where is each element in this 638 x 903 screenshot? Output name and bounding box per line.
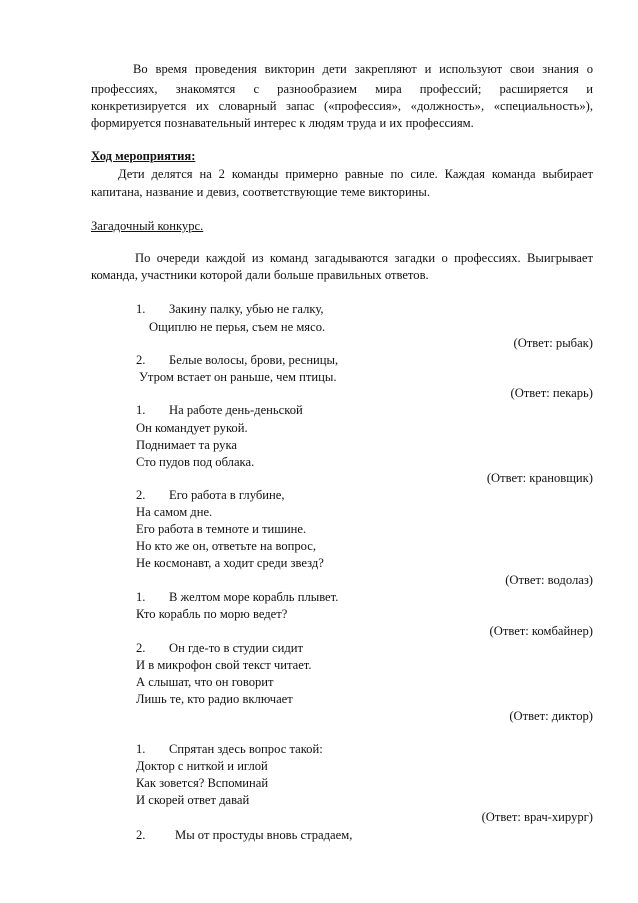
riddle-line: Спрятан здесь вопрос такой: <box>169 742 323 756</box>
riddle-line: Белые волосы, брови, ресницы, <box>169 353 339 367</box>
riddle-line: Он где-то в студии сидит <box>169 641 304 655</box>
course-line-1: Дети делятся на 2 команды примерно равные по силе. Каждая команда выбирает <box>118 167 593 181</box>
riddle-number: 2. <box>136 828 146 842</box>
riddle-line: На самом дне. <box>136 505 213 519</box>
intro-line-1: Во время проведения викторин дети закрепляют и используют свои знания о <box>133 62 593 76</box>
riddle-line: Кто корабль по морю ведет? <box>136 607 288 621</box>
riddle-line: Его работа в темноте и тишине. <box>136 522 307 536</box>
riddle-line: Его работа в глубине, <box>169 488 285 502</box>
riddle-answer: (Ответ: комбайнер) <box>489 624 593 638</box>
course-paragraph-line <box>91 165 593 183</box>
riddle-line: Ощиплю не перья, съем не мясо. <box>149 320 326 334</box>
riddle-line: И скорей ответ давай <box>136 793 250 807</box>
riddle-answer: (Ответ: пекарь) <box>510 386 593 400</box>
course-line-2: капитана, название и девиз, соответствующие теме викторины. <box>91 185 431 199</box>
riddle-line: Поднимает та рука <box>136 438 237 452</box>
riddle-line: Как зовется? Вспоминай <box>136 776 269 790</box>
riddle-number: 2. <box>136 641 146 655</box>
riddle-number: 2. <box>136 353 146 367</box>
riddle-line: Не космонавт, а ходит среди звезд? <box>136 556 324 570</box>
riddle-number: 1. <box>136 742 146 756</box>
contest-line-2: команда, участники которой дали больше правильных ответов. <box>91 268 429 282</box>
riddle-line: В желтом море корабль плывет. <box>169 590 339 604</box>
riddle-line: А слышат, что он говорит <box>136 675 274 689</box>
intro-line-4: формируется познавательный интерес к людям труда и их профессиям. <box>91 116 474 130</box>
riddle-answer: (Ответ: водолаз) <box>505 573 593 587</box>
riddle-line: Мы от простуды вновь страдаем, <box>175 828 353 842</box>
riddle-answer: (Ответ: крановщик) <box>486 471 593 485</box>
riddle-number: 2. <box>136 488 146 502</box>
riddle-number: 1. <box>136 403 146 417</box>
riddle-line: И в микрофон свой текст читает. <box>136 658 312 672</box>
riddle-line: Доктор с ниткой и иглой <box>136 759 268 773</box>
intro-line-2: профессиях, знакомятся с разнообразием мира профессий; расширяется и <box>91 82 593 96</box>
contest-paragraph-line <box>91 249 593 267</box>
riddle-answer: (Ответ: врач-хирург) <box>481 810 593 824</box>
riddle-line: Он командует рукой. <box>136 421 248 435</box>
riddle-answer: (Ответ: рыбак) <box>513 336 593 350</box>
contest-heading: Загадочный конкурс. <box>91 219 204 233</box>
riddle-line: На работе день-деньской <box>169 403 303 417</box>
course-heading: Ход мероприятия: <box>91 149 196 163</box>
contest-line-1: По очереди каждой из команд загадываются загадки о профессиях. Выигрывает <box>135 251 593 265</box>
riddle-line: Закину палку, убью не галку, <box>169 302 324 316</box>
riddle-answer: (Ответ: диктор) <box>509 709 593 723</box>
riddle-line: Лишь те, кто радио включает <box>136 692 293 706</box>
intro-paragraph-line <box>91 60 593 78</box>
riddle-number: 1. <box>136 302 146 316</box>
riddle-number: 1. <box>136 590 146 604</box>
riddle-line: Но кто же он, ответьте на вопрос, <box>136 539 317 553</box>
riddle-line: Утром встает он раньше, чем птицы. <box>139 370 337 384</box>
intro-line-3: конкретизируется их словарный запас («профессия», «должность», «специальность»), <box>91 99 593 113</box>
riddle-line: Сто пудов под облака. <box>136 455 255 469</box>
